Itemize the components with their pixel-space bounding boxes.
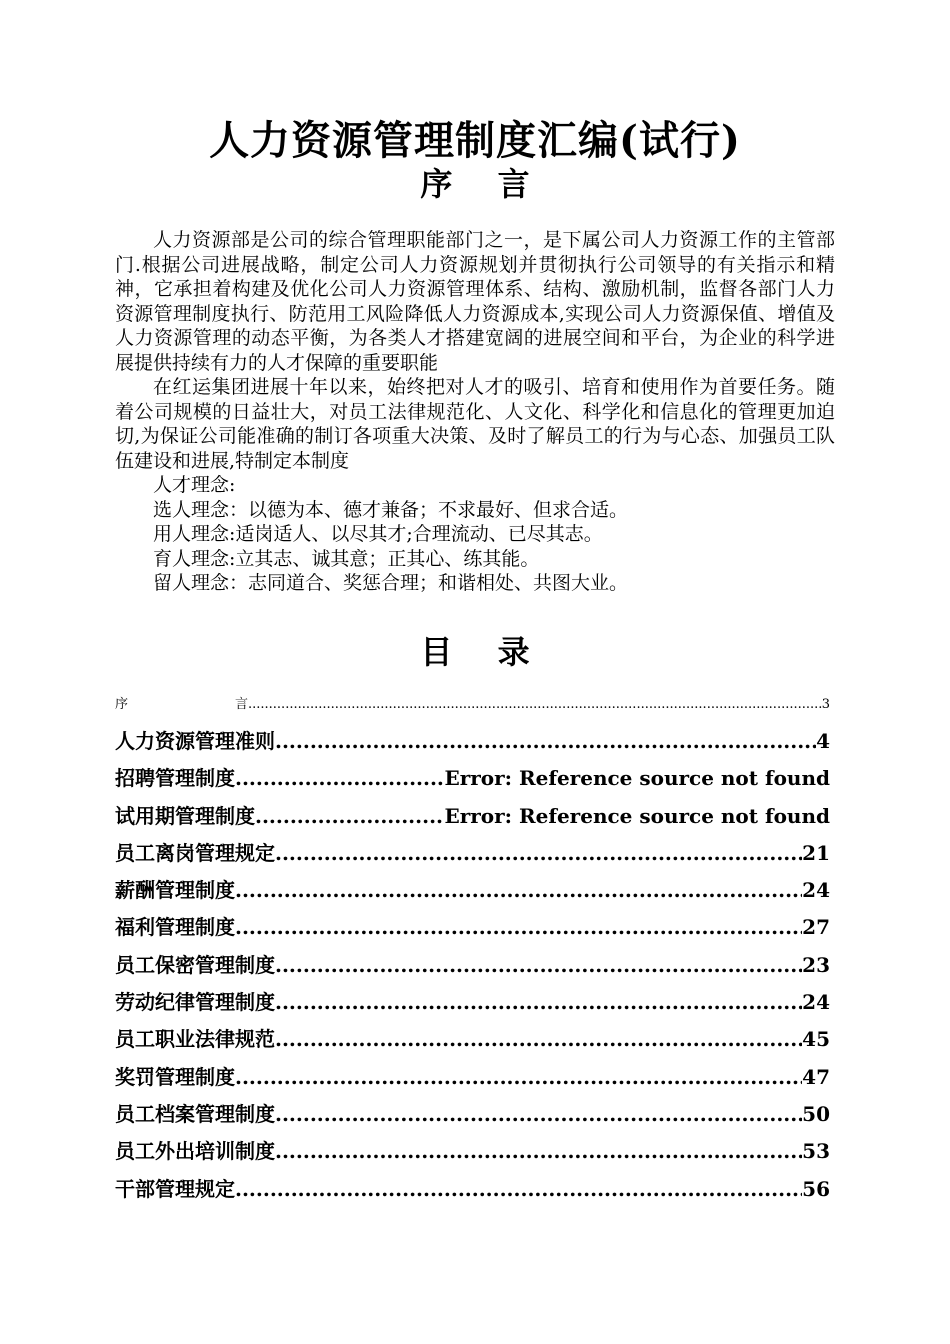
toc-entry[interactable] — [115, 914, 830, 951]
toc-entry-page: Error: Reference source not found — [444, 803, 830, 828]
toc-entry[interactable] — [115, 692, 830, 728]
toc-leader-dots — [248, 692, 822, 718]
toc-entry[interactable] — [115, 803, 830, 840]
talent-concept-line: 留人理念：志同道合、奖惩合理；和谐相处、共图大业。 — [153, 572, 629, 594]
toc-leader-dots — [275, 989, 802, 1015]
toc-entry-label: 员工外出培训制度 — [115, 1139, 275, 1164]
toc-entry[interactable] — [115, 952, 830, 989]
toc-entry[interactable] — [115, 1064, 830, 1101]
toc-entry-page: 53 — [802, 1139, 830, 1164]
toc-entry-label: 劳动纪律管理制度 — [115, 990, 275, 1015]
toc-entry-label: 薪酬管理制度 — [115, 878, 235, 903]
toc-leader-dots — [275, 1138, 802, 1164]
toc-heading: 目 录 — [420, 633, 530, 671]
toc-leader-dots — [275, 1101, 802, 1127]
toc-entry-list — [115, 728, 830, 1213]
toc-entry-label: 员工职业法律规范 — [115, 1027, 275, 1052]
toc-entry-label: 奖罚管理制度 — [115, 1064, 235, 1089]
talent-concept-heading: 人才理念: — [153, 474, 236, 496]
preface-paragraph: 人力资源部是公司的综合管理职能部门之一，是下属公司人力资源工作的主管部门.根据公司进展战略，制定公司人力资源规划并贯彻执行公司领导的有关指示和精神，它承担着构建及优化公司人力资源管理体系、结构、激励机制，监督各部门人力资源管理制度执行、防范用工风险降低人力资源成本,实现公司人力资源保值、增值及人力资源管理的动态平衡，为各类人才搭建宽阔的进展空间和平台，为企业的科学进展提供持续有力的人才保障的重要职能 — [115, 229, 835, 374]
toc-entry-label: 员工档案管理制度 — [115, 1101, 275, 1126]
toc-entry-label — [115, 692, 248, 718]
toc-entry-page: 21 — [802, 840, 830, 865]
toc-entry-label: 福利管理制度 — [115, 915, 235, 940]
toc-leader-dots — [275, 1026, 802, 1052]
document-title: 人力资源管理制度汇编(试行) — [209, 116, 741, 164]
preface-paragraph: 在红运集团进展十年以来，始终把对人才的吸引、培育和使用作为首要任务。随着公司规模的日益壮大，对员工法律规范化、人文化、科学化和信息化的管理更加迫切,为保证公司能准确的制订各项重大决策、及时了解员工的行为与心态、加强员工队伍建设和进展,特制定本制度 — [115, 376, 835, 472]
toc-entry[interactable] — [115, 989, 830, 1026]
toc-leader-dots — [275, 728, 816, 754]
toc-entry-page: 56 — [802, 1176, 830, 1201]
toc-entry-label-start: 序 — [115, 697, 129, 712]
preface-heading: 序 言 — [420, 165, 530, 203]
toc-entry-page: 23 — [802, 952, 830, 977]
toc-entry[interactable] — [115, 1138, 830, 1175]
toc-entry-label: 干部管理规定 — [115, 1176, 235, 1201]
toc-entry[interactable] — [115, 1176, 830, 1213]
toc-entry-page: 47 — [802, 1064, 830, 1089]
toc-leader-dots — [255, 803, 444, 829]
toc-leader-dots — [275, 840, 802, 866]
toc-entry-page: 27 — [802, 915, 830, 940]
toc-entry-page: 50 — [802, 1101, 830, 1126]
toc-entry-page: Error: Reference source not found — [444, 766, 830, 791]
toc-leader-dots — [235, 765, 444, 791]
toc-entry-page: 24 — [802, 878, 830, 903]
toc-entry-page: 4 — [816, 729, 830, 753]
toc-entry-page: 3 — [821, 697, 830, 712]
toc-leader-dots — [275, 952, 802, 978]
talent-concept-line: 用人理念:适岗适人、以尽其才;合理流动、已尽其志。 — [153, 523, 603, 545]
toc-entry-page: 45 — [802, 1027, 830, 1052]
toc-entry-label: 人力资源管理准则 — [115, 729, 275, 753]
toc-entry-label: 员工离岗管理规定 — [115, 840, 275, 865]
preface-body — [115, 228, 835, 596]
toc-entry-label: 试用期管理制度 — [115, 803, 255, 828]
table-of-contents — [115, 692, 830, 1213]
toc-entry-label: 招聘管理制度 — [115, 766, 235, 791]
toc-leader-dots — [235, 1064, 802, 1090]
toc-entry[interactable] — [115, 1026, 830, 1063]
toc-leader-dots — [235, 877, 802, 903]
toc-entry-page: 24 — [802, 990, 830, 1015]
toc-entry[interactable] — [115, 840, 830, 877]
toc-entry[interactable] — [115, 765, 830, 802]
toc-entry[interactable] — [115, 728, 830, 765]
toc-entry-label: 员工保密管理制度 — [115, 952, 275, 977]
talent-concept-line: 选人理念：以德为本、德才兼备；不求最好、但求合适。 — [153, 498, 629, 521]
toc-leader-dots — [235, 914, 802, 940]
toc-entry-label-end: 言 — [234, 697, 248, 712]
toc-entry[interactable] — [115, 877, 830, 914]
talent-concept-line: 育人理念:立其志、诚其意；正其心、练其能。 — [153, 547, 540, 570]
toc-leader-dots — [235, 1176, 802, 1202]
toc-entry[interactable] — [115, 1101, 830, 1138]
